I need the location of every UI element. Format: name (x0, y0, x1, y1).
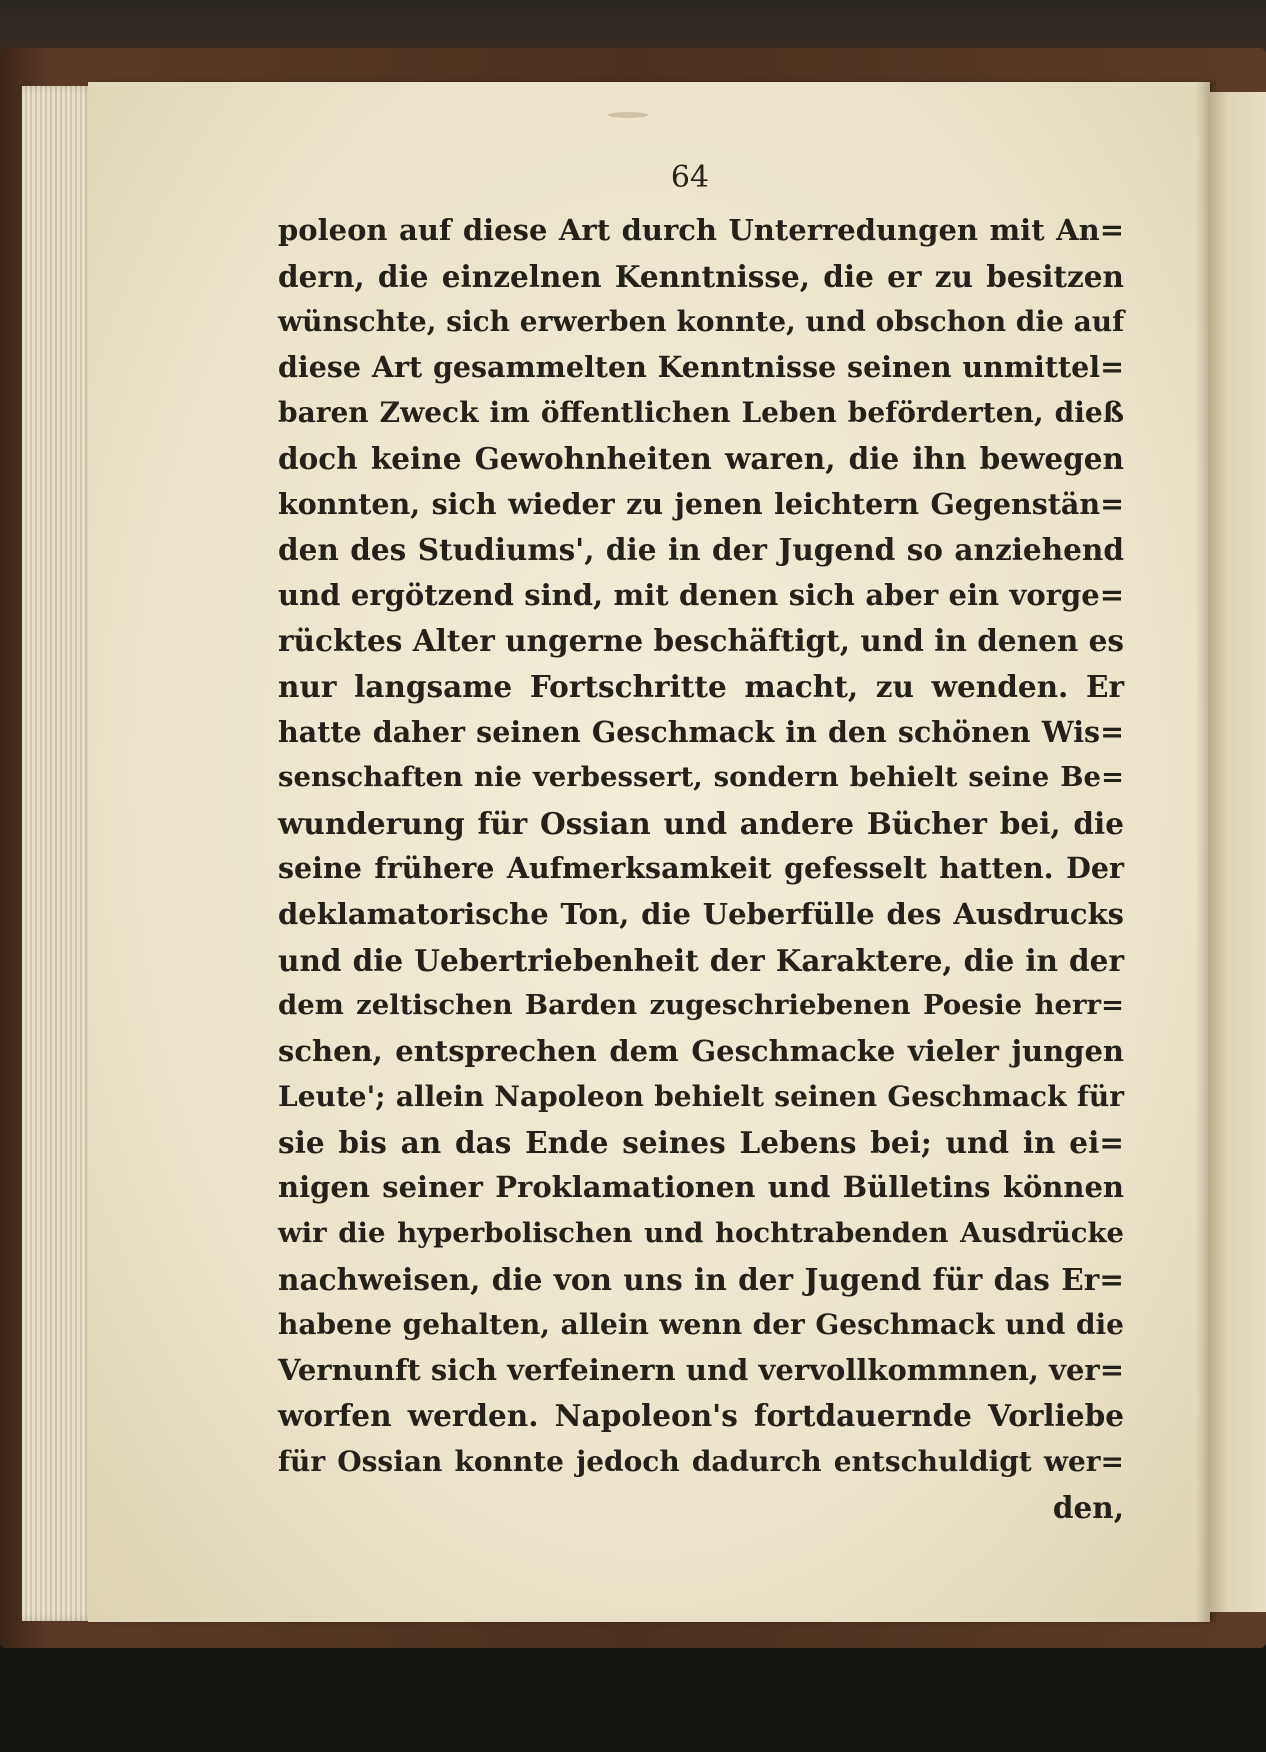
text-line: schen, entsprechen dem Geschmacke vieler jungen (278, 1033, 1124, 1068)
text-line: konnten, sich wieder zu jenen leichtern Gegenstän= (278, 486, 1124, 521)
text-line: poleon auf diese Art durch Unterredungen mit An= (278, 213, 1124, 247)
text-line: und die Uebertriebenheit der Karaktere, die in der (278, 942, 1124, 978)
text-line: rücktes Alter ungerne beschäftigt, und in denen es (278, 623, 1124, 659)
text-line: Leute'; allein Napoleon behielt seinen Geschmack für (278, 1080, 1124, 1114)
text-line: nur langsame Fortschritte macht, zu wenden. Er (278, 668, 1124, 704)
text-line: wir die hyperbolischen und hochtrabenden Ausdrücke (278, 1217, 1124, 1250)
page-number: 64 (670, 160, 710, 195)
scan-background-bottom (0, 1648, 1266, 1752)
text-line: sie bis an das Ende seines Lebens bei; und in ei= (278, 1124, 1124, 1160)
text-line: dern, die einzelnen Kenntnisse, die er zu besitzen (278, 258, 1124, 294)
text-line: habene gehalten, allein wenn der Geschmack und die (278, 1308, 1124, 1342)
text-line: doch keine Gewohnheiten waren, die ihn bewegen (278, 440, 1124, 476)
page-body-text (278, 208, 1124, 1530)
text-line: für Ossian konnte jedoch dadurch entschuldigt wer= (278, 1445, 1124, 1479)
text-line: senschaften nie verbessert, sondern behielt seine Be= (278, 761, 1124, 794)
text-line: den des Studiums', die in der Jugend so anziehend (278, 532, 1124, 568)
text-line: deklamatorische Ton, die Ueberfülle des Ausdrucks (278, 896, 1124, 931)
adjacent-page-edge (1208, 92, 1266, 1612)
text-line: und ergötzend sind, mit denen sich aber ein vorge= (278, 577, 1124, 612)
paper-stain (608, 112, 648, 118)
text-line: nachweisen, die von uns in der Jugend für das Er= (278, 1261, 1124, 1297)
text-line: hatte daher seinen Geschmack in den schönen Wis= (278, 714, 1124, 749)
text-line: wünschte, sich erwerben konnte, und obschon die auf (278, 305, 1125, 339)
text-line: wunderung für Ossian und andere Bücher bei, die (278, 805, 1124, 841)
text-line: baren Zweck im öffentlichen Leben beförderten, dieß (278, 396, 1124, 430)
text-line: nigen seiner Proklamationen und Bülletins können (278, 1170, 1124, 1205)
text-line-catchword: den, (1052, 1489, 1124, 1525)
text-line: diese Art gesammelten Kenntnisse seinen unmittel= (278, 349, 1124, 384)
text-line: worfen werden. Napoleon's fortdauernde Vorliebe (278, 1398, 1124, 1434)
text-line: dem zeltischen Barden zugeschriebenen Poesie herr= (278, 989, 1124, 1022)
text-line: Vernunft sich verfeinern und vervollkommnen, ver= (278, 1352, 1124, 1387)
text-line: seine frühere Aufmerksamkeit gefesselt hatten. Der (278, 851, 1124, 886)
